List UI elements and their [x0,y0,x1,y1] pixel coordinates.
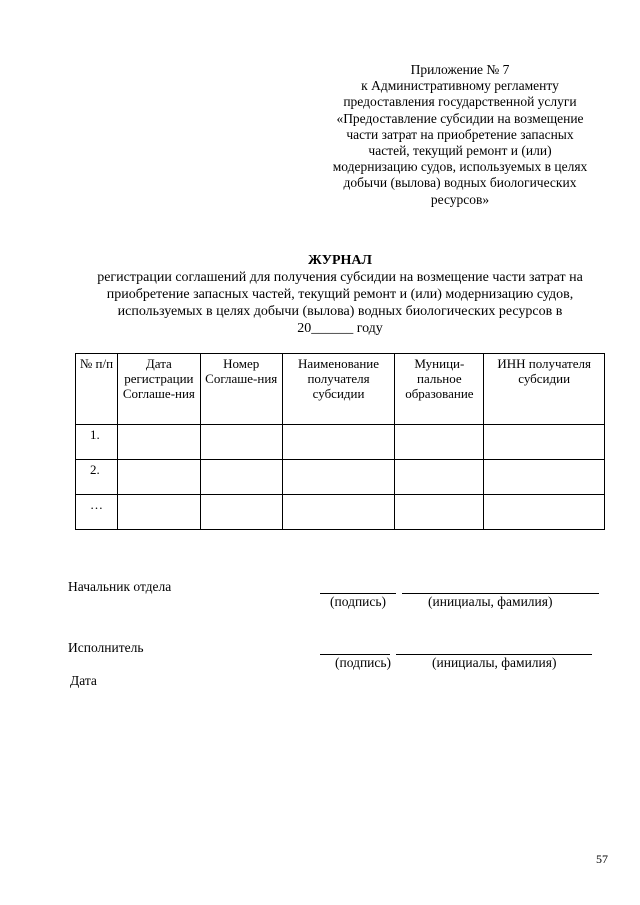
table-cell [200,495,282,530]
head-of-department-label: Начальник отдела [68,579,172,594]
appendix-line: добычи (вылова) водных биологических [343,175,577,191]
appendix-line: частей, текущий ремонт и (или) [368,143,552,159]
table-cell [395,425,484,460]
table-cell [282,460,395,495]
subtitle-line: 20______ году [297,321,383,336]
journal-title: ЖУРНАЛ [308,253,372,268]
table-cell [484,495,605,530]
journal-subtitle [40,269,640,337]
header-number: № п/п [76,354,118,425]
subtitle-line: используемых в целях добычи (вылова) водных биологических ресурсов в [117,304,563,319]
appendix-line: части затрат на приобретение запасных [346,126,574,142]
table-cell [200,460,282,495]
executor-signature-caption: (подпись) [335,655,392,670]
subtitle-line: приобретение запасных частей, текущий ремонт и (или) модернизацию судов, [106,287,574,302]
date-label: Дата [70,673,97,688]
table-cell [117,460,200,495]
subtitle-line: регистрации соглашений для получения субсидии на возмещение части затрат на [97,270,583,285]
header-inn: ИНН получателя субсидии [484,354,605,425]
table-cell [200,425,282,460]
table-row [76,495,605,530]
appendix-block [300,62,620,208]
table-cell [117,495,200,530]
header-registration-date: Дата регистрации Соглаше-ния [117,354,200,425]
head-signature-caption: (подпись) [330,594,387,609]
appendix-line: предоставления государственной услуги [343,94,577,110]
header-municipality: Муници-пальное образование [395,354,484,425]
executor-name-caption: (инициалы, фамилия) [432,655,557,670]
table-cell [282,425,395,460]
table-cell [484,425,605,460]
table-cell [282,495,395,530]
page-number: 57 [596,852,608,866]
appendix-line: ресурсов» [430,191,490,207]
table-header-row [76,354,605,425]
appendix-line: к Административному регламенту [361,78,559,94]
registration-table [75,353,605,530]
table-row [76,460,605,495]
table-cell [117,425,200,460]
head-name-caption: (инициалы, фамилия) [428,594,553,609]
header-recipient-name: Наименование получателя субсидии [282,354,395,425]
appendix-line: «Предоставление субсидии на возмещение [336,110,584,126]
appendix-line: модернизацию судов, используемых в целях [332,159,588,175]
row-number-cell: 1. [76,425,118,460]
appendix-line: Приложение № 7 [410,62,510,77]
table-cell [484,460,605,495]
table-cell [395,495,484,530]
table-cell [395,460,484,495]
row-number-cell: … [76,495,118,530]
row-number-cell: 2. [76,460,118,495]
executor-label: Исполнитель [68,640,144,655]
table-row [76,425,605,460]
header-agreement-number: Номер Соглаше-ния [200,354,282,425]
